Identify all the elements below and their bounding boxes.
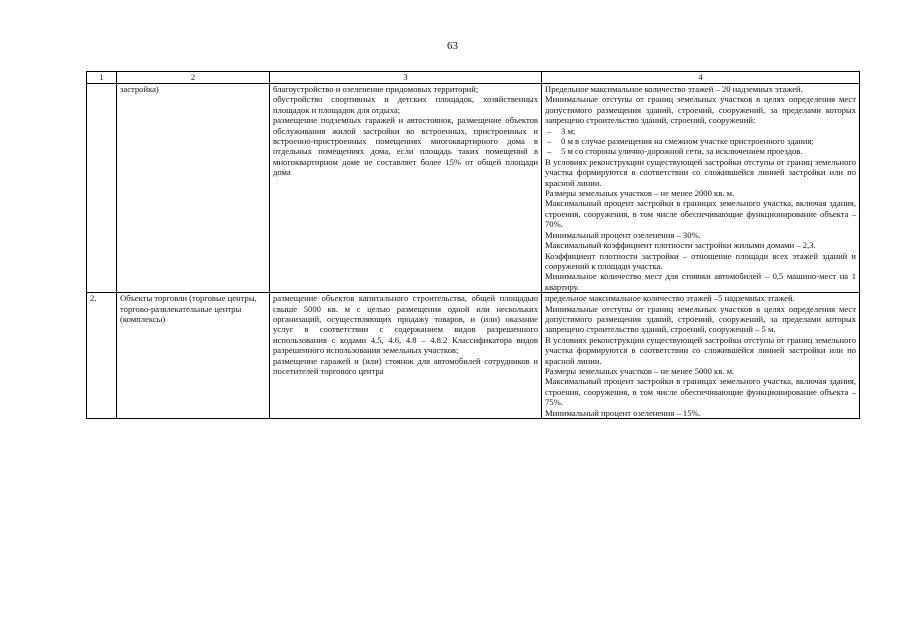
param-text: Предельное максимальное количество этажей – 20 надземных этажей. [545,84,803,94]
dash-item [545,136,856,146]
use-text: размещение гаражей и (или) стоянок для автомобилей сотрудников и посетителей торгового центра [273,355,538,376]
param-text: Коэффициент плотности застройки – отношение площади всех этажей зданий и сооружений к площади участка. [545,250,856,271]
header-cell: 2 [117,72,270,84]
row-number [87,84,117,293]
parameters [542,293,860,419]
use-text: обустройство спортивных и детских площадок, хозяйственных площадок и площадок для отдыха; [273,94,538,115]
parameters [542,84,860,293]
param-text: Минимальные отступы от границ земельных участков в целях определения мест допустимого размещения зданий, строений, сооружений, за пределами которых запрещено строительство зданий, строений, сооружений – 5 м. [545,303,856,335]
header-cell: 3 [270,72,542,84]
dash-item [545,146,856,156]
param-text: Размеры земельных участков – не менее 5000 кв. м. [545,365,735,376]
dash-item [545,126,856,136]
param-text: Минимальные отступы от границ земельных участков в целях определения мест допустимого размещения зданий, строений, сооружений, за пределами которых запрещено строительство зданий, строений, сооружений: [545,94,856,126]
param-text: В условиях реконструкции существующей застройки отступы от границ земельного участка формируются в соответствии со сложившейся линией застройки или по красной линии. [545,156,856,188]
permitted-uses [270,84,542,293]
dash-text: 5 м со стороны улично-дорожной сети, за исключением проездов. [561,146,803,157]
use-text: размещение объектов капитального строительства, общей площадью свыше 5000 кв. м с целью размещения одной или нескольких организаций, осуществляющих продажу товаров, и (или) оказание услуг в соответствии с содержанием видов разрешенного использования с кодами 4.5, 4.6, 4.8 – 4.8.2 Классификатора видов разрешенного использования земельных участков; [273,293,538,356]
dash-marker: – [547,146,552,157]
dash-marker: – [547,125,552,136]
param-text: Минимальное количество мест для стоянки автомобилей – 0,5 машино-мест на 1 квартиру. [545,271,856,292]
param-text: Максимальный коэффициент плотности застройки жилыми домами – 2,3. [545,240,816,251]
header-cell: 1 [87,72,117,84]
param-text: Минимальный процент озеленения – 30%. [545,229,701,240]
dash-marker: – [547,136,552,147]
table-row [87,293,860,419]
param-text: Максимальный процент застройки в границах земельного участка, включая здания, строения, сооружения, в том числе обеспечивающие функционирование объекта – 75%. [545,376,856,408]
use-text: размещение подземных гаражей и автостоянок, размещение объектов обслуживания жилой застройки во встроенных, пристроенных и встроенно-пристроенных помещениях многоквартирного дома в отдельных помещениях дома, если площадь таких помещений в многоквартирном доме не составляет более 15% от общей площади дома [273,115,538,178]
param-text: Максимальный процент застройки в границах земельного участка, включая здания, строения, сооружения, в том числе обеспечивающие функционирование объекта – 70%. [545,198,856,230]
row-number: 2. [87,293,117,419]
param-text: Минимальный процент озеленения – 15%. [545,407,701,418]
param-text: Размеры земельных участков – не менее 2000 кв. м. [545,188,735,199]
object-name: Объекты торговли (торговые центры, торгово-развлекательные центры (комплексы) [117,293,270,419]
header-row [87,72,860,84]
object-name: застройка) [117,84,270,293]
param-text: В условиях реконструкции существующей застройки отступы от границ земельного участка формируются в соответствии со сложившейся линией застройки или по красной линии. [545,334,856,366]
dash-text: 3 м; [561,125,576,136]
page-number: 63 [447,40,458,52]
table-row [87,84,860,293]
header-cell: 4 [542,72,860,84]
zoning-table [86,71,860,419]
param-text: предельное максимальное количество этажей –5 надземных этажей. [545,293,795,304]
permitted-uses [270,293,542,419]
use-text: благоустройство и озеленение придомовых территорий; [273,84,479,94]
dash-text: 0 м в случае размещения на смежном участке пристроенного здания; [561,136,814,147]
